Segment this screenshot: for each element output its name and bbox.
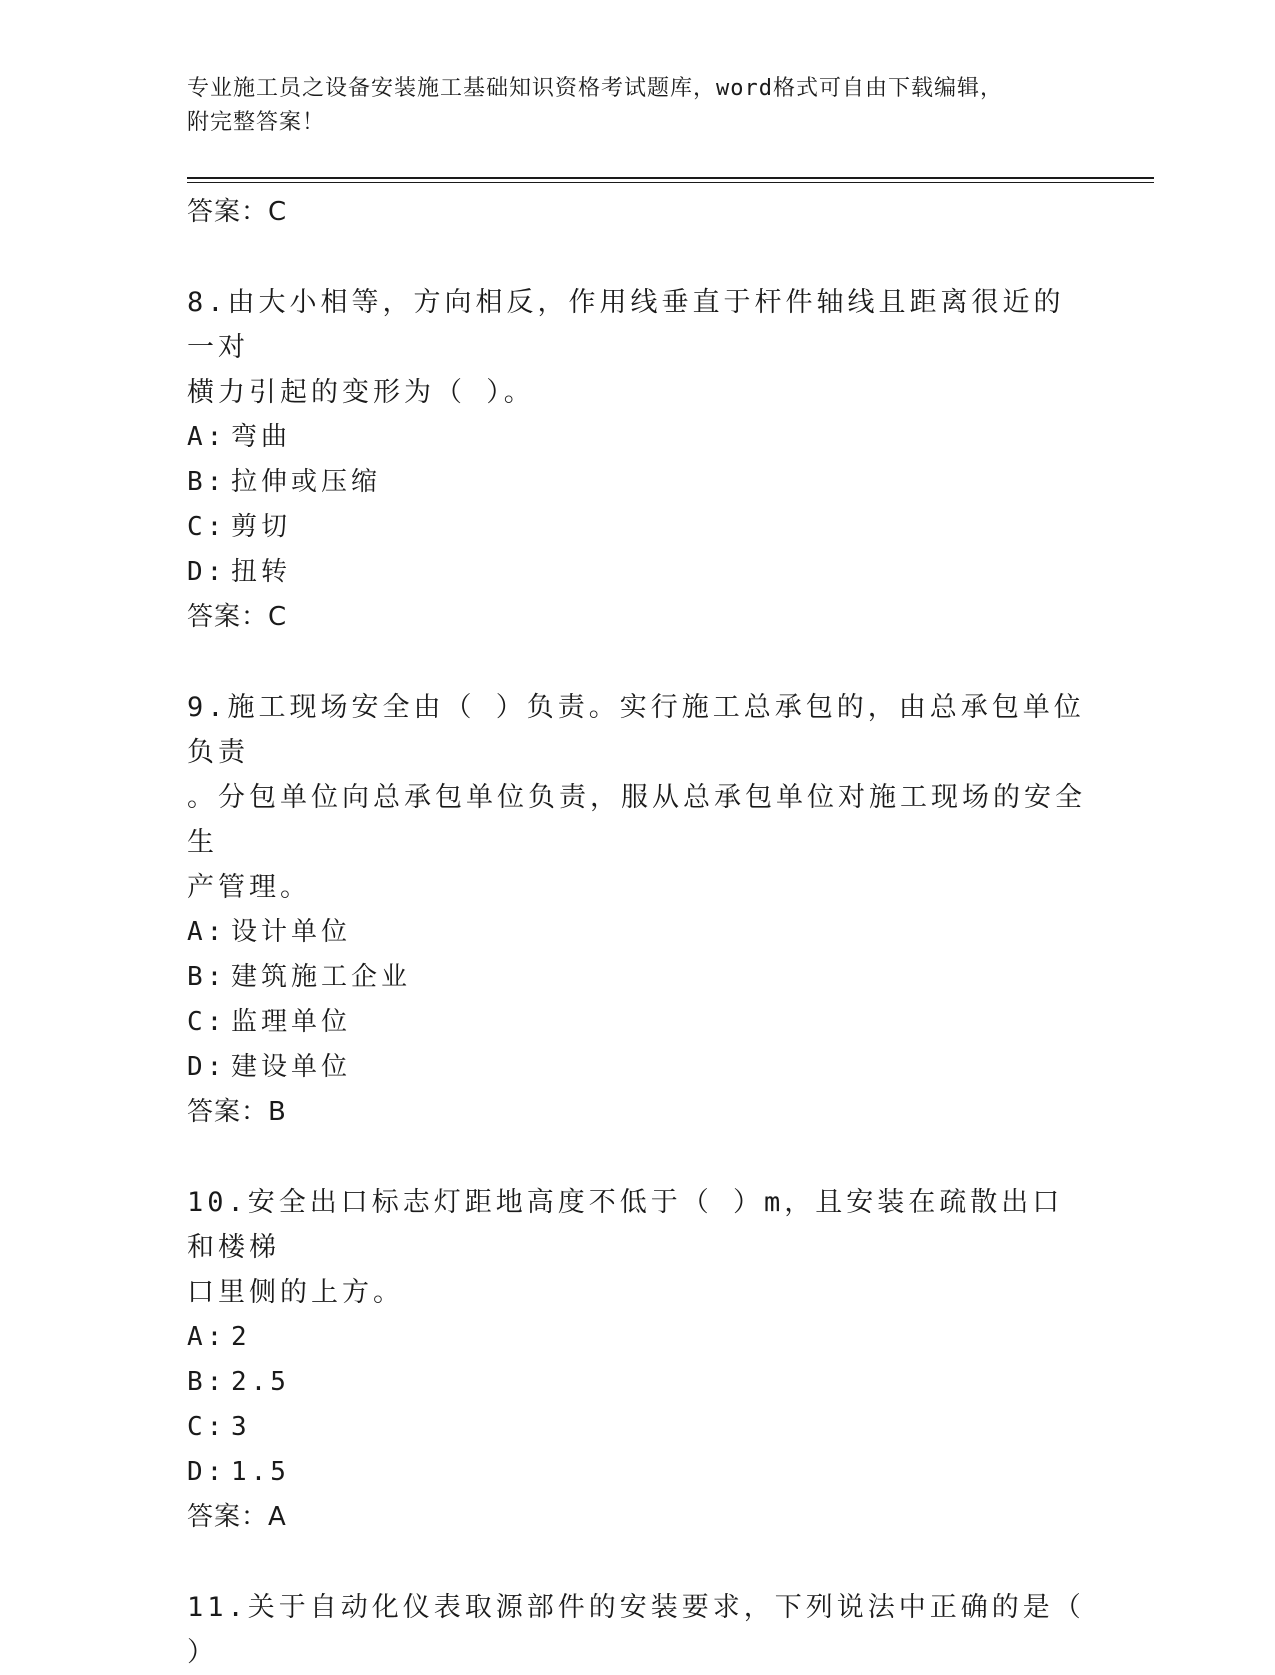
option-b <box>187 1360 1087 1405</box>
option-a <box>187 910 1087 955</box>
header-line-2: 附完整答案！ <box>187 110 326 135</box>
option-text: 剪切 <box>231 512 292 542</box>
question-8 <box>187 280 1087 639</box>
question-11 <box>187 1585 1087 1675</box>
option-letter: C: <box>187 1007 227 1037</box>
question-stem-line: 8.由大小相等，方向相反，作用线垂直于杆件轴线且距离很近的一对 <box>187 287 1065 363</box>
question-stem-line: 10.安全出口标志灯距地高度不低于（ ）m，且安装在疏散出口和楼梯 <box>187 1187 1064 1263</box>
option-d <box>187 550 1087 595</box>
option-text: 3 <box>231 1412 251 1442</box>
question-stem-line: 产管理。 <box>187 872 311 903</box>
option-c <box>187 505 1087 550</box>
header-line-1: 专业施工员之设备安装施工基础知识资格考试题库，word格式可自由下载编辑， <box>187 76 1003 101</box>
option-text: 设计单位 <box>231 917 352 947</box>
option-letter: B: <box>187 1367 227 1397</box>
question-list <box>187 190 1087 1675</box>
header-divider-thin <box>187 182 1154 183</box>
option-c <box>187 1000 1087 1045</box>
answer-line: 答案：C <box>187 602 288 632</box>
option-text: 建设单位 <box>231 1052 352 1082</box>
option-letter: B: <box>187 467 227 497</box>
option-d <box>187 1450 1087 1495</box>
option-text: 2.5 <box>231 1367 290 1397</box>
option-letter: C: <box>187 1412 227 1442</box>
question-stem-line: 口里侧的上方。 <box>187 1277 404 1308</box>
option-text: 扭转 <box>231 557 292 587</box>
option-b <box>187 955 1087 1000</box>
option-letter: D: <box>187 557 227 587</box>
question-stem-line: 。分包单位向总承包单位负责，服从总承包单位对施工现场的安全生 <box>187 782 1086 858</box>
question-9 <box>187 685 1087 1134</box>
option-letter: A: <box>187 917 227 947</box>
option-b <box>187 460 1087 505</box>
option-text: 建筑施工企业 <box>231 962 412 992</box>
question-stem-line: 横力引起的变形为（ ）。 <box>187 377 535 408</box>
document-header <box>187 72 1067 140</box>
option-text: 监理单位 <box>231 1007 352 1037</box>
option-letter: A: <box>187 422 227 452</box>
previous-answer: 答案：C <box>187 197 288 227</box>
question-stem-line: 9.施工现场安全由（ ）负责。实行施工总承包的，由总承包单位负责 <box>187 692 1085 768</box>
question-10 <box>187 1180 1087 1539</box>
option-letter: B: <box>187 962 227 992</box>
header-divider-thick <box>187 177 1154 179</box>
option-text: 1.5 <box>231 1457 290 1487</box>
option-letter: C: <box>187 512 227 542</box>
option-text: 弯曲 <box>231 422 292 452</box>
option-letter: D: <box>187 1052 227 1082</box>
question-stem-line: 11.关于自动化仪表取源部件的安装要求，下列说法中正确的是（ ） <box>187 1592 1085 1668</box>
option-d <box>187 1045 1087 1090</box>
answer-line: 答案：A <box>187 1502 287 1532</box>
option-c <box>187 1405 1087 1450</box>
option-a <box>187 415 1087 460</box>
option-text: 拉伸或压缩 <box>231 467 382 497</box>
option-letter: A: <box>187 1322 227 1352</box>
answer-line: 答案：B <box>187 1097 287 1127</box>
option-text: 2 <box>231 1322 251 1352</box>
option-a <box>187 1315 1087 1360</box>
option-letter: D: <box>187 1457 227 1487</box>
